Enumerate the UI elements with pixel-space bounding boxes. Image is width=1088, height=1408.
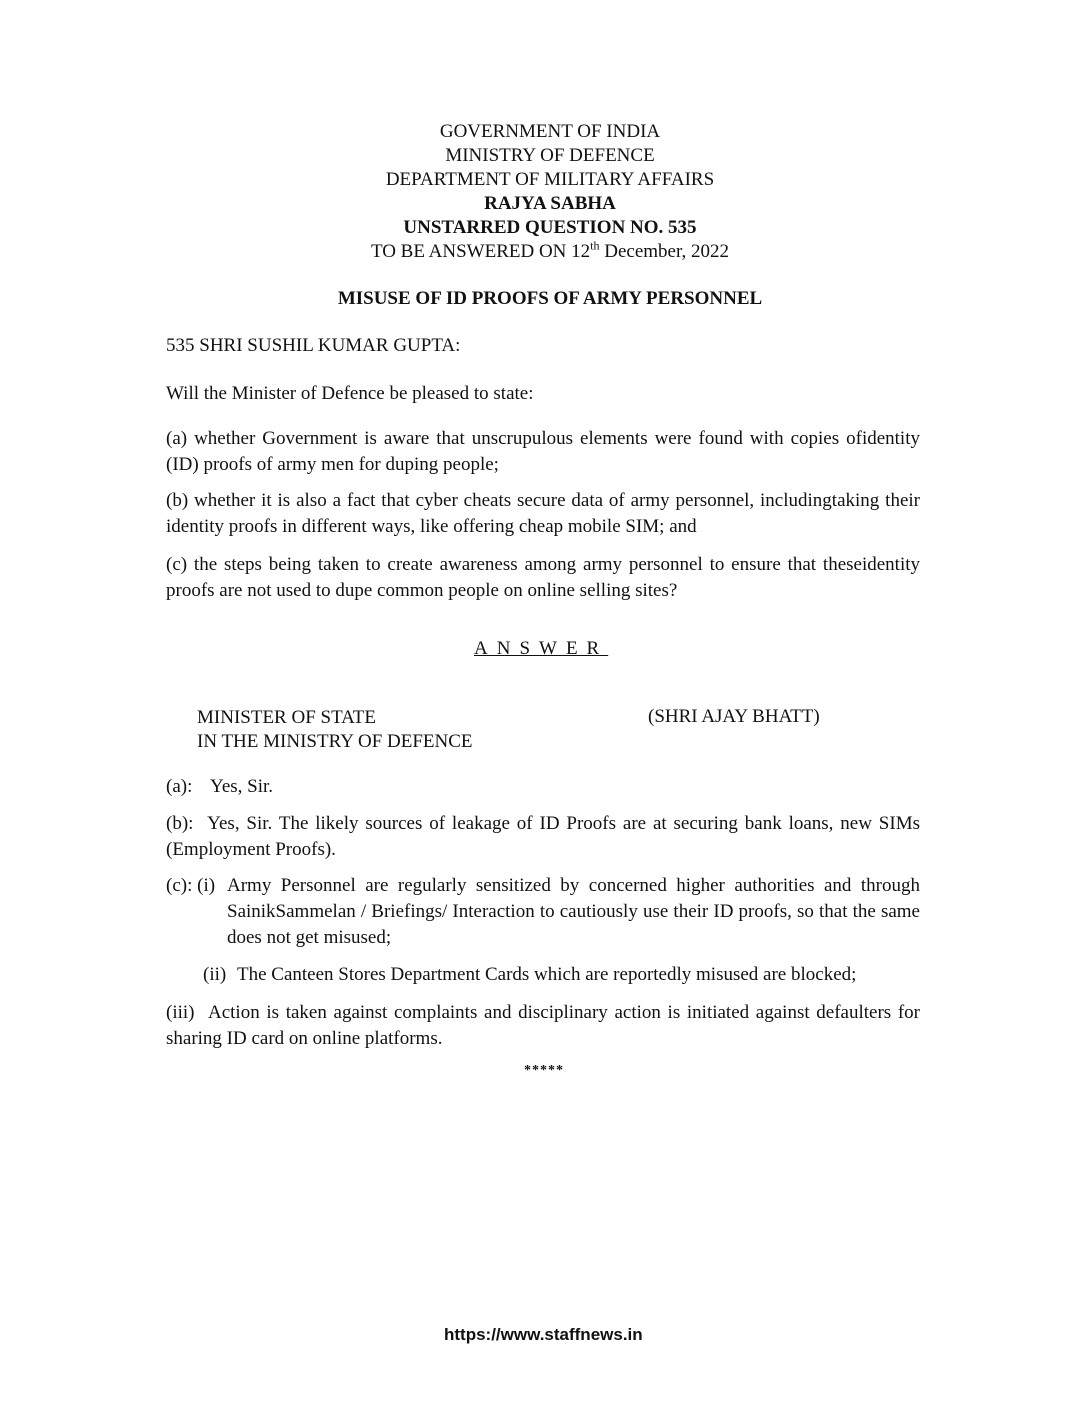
answer-date-suffix: December, 2022 xyxy=(599,241,730,262)
answer-part-c-iii-body: Action is taken against complaints and disciplinary action is initiated against defaulters for sharing ID card on online platforms. xyxy=(166,1002,920,1049)
answer-part-c-ii-label: (ii) xyxy=(203,964,227,985)
answer-part-c-i-label: (c): (i) xyxy=(166,875,216,896)
answer-part-b-label: (b): xyxy=(166,813,194,834)
minister-designation xyxy=(197,706,473,754)
answer-part-b xyxy=(166,811,920,863)
answer-part-a-text: Yes, Sir. xyxy=(210,776,274,797)
question-intro: Will the Minister of Defence be pleased to state: xyxy=(166,383,534,404)
answer-date-prefix: TO BE ANSWERED ON 12 xyxy=(370,241,591,262)
footer-url[interactable]: https://www.staffnews.in xyxy=(444,1325,643,1344)
answer-part-c-iii-text xyxy=(166,1000,920,1052)
header-government: GOVERNMENT OF INDIA xyxy=(439,121,661,142)
answer-part-c-i-text: Army Personnel are regularly sensitized by concerned higher authorities and through SainikSammelan / Briefings/ Interaction to cautiously use their ID proofs, so that the same does not get misused; xyxy=(227,875,920,948)
minister-designation-line1: MINISTER OF STATE xyxy=(197,707,376,728)
answer-part-a-label: (a): xyxy=(166,776,193,797)
header-house: RAJYA SABHA xyxy=(484,193,616,214)
answer-part-c-ii-text: The Canteen Stores Department Cards which are reportedly misused are blocked; xyxy=(237,964,857,985)
document-subject: MISUSE OF ID PROOFS OF ARMY PERSONNEL xyxy=(337,288,763,309)
answer-part-a xyxy=(166,774,920,800)
answer-part-b-body: Yes, Sir. The likely sources of leakage of ID Proofs are at securing bank loans, new SIMs (Employment Proofs). xyxy=(166,813,920,860)
minister-designation-line2: IN THE MINISTRY OF DEFENCE xyxy=(197,731,473,752)
header-answer-date xyxy=(0,240,1088,264)
header-department: DEPARTMENT OF MILITARY AFFAIRS xyxy=(385,169,715,190)
answer-date-ordinal: th xyxy=(590,238,600,253)
answer-part-b-text xyxy=(166,811,920,863)
answer-part-c-iii-label: (iii) xyxy=(166,1002,195,1023)
document-header xyxy=(0,120,1088,264)
header-question-number: UNSTARRED QUESTION NO. 535 xyxy=(403,217,697,238)
question-part-c: (c) the steps being taken to create awareness among army personnel to ensure that theseidentity proofs are not used to dupe common people on online selling sites? xyxy=(166,554,920,601)
answer-part-c-ii xyxy=(166,962,920,988)
question-part-a: (a) whether Government is aware that unscrupulous elements were found with copies ofidentity (ID) proofs of army men for duping people; xyxy=(166,428,920,475)
header-ministry: MINISTRY OF DEFENCE xyxy=(445,145,655,166)
answer-part-c-iii xyxy=(166,1000,920,1052)
minister-name: (SHRI AJAY BHATT) xyxy=(648,706,820,727)
answer-heading: ANSWER xyxy=(474,638,609,659)
answer-part-c-i xyxy=(166,873,920,951)
end-marker: ***** xyxy=(524,1063,564,1078)
question-asker: 535 SHRI SUSHIL KUMAR GUPTA: xyxy=(166,335,461,356)
question-part-b: (b) whether it is also a fact that cyber cheats secure data of army personnel, includingtaking their identity proofs in different ways, like offering cheap mobile SIM; and xyxy=(166,490,920,537)
